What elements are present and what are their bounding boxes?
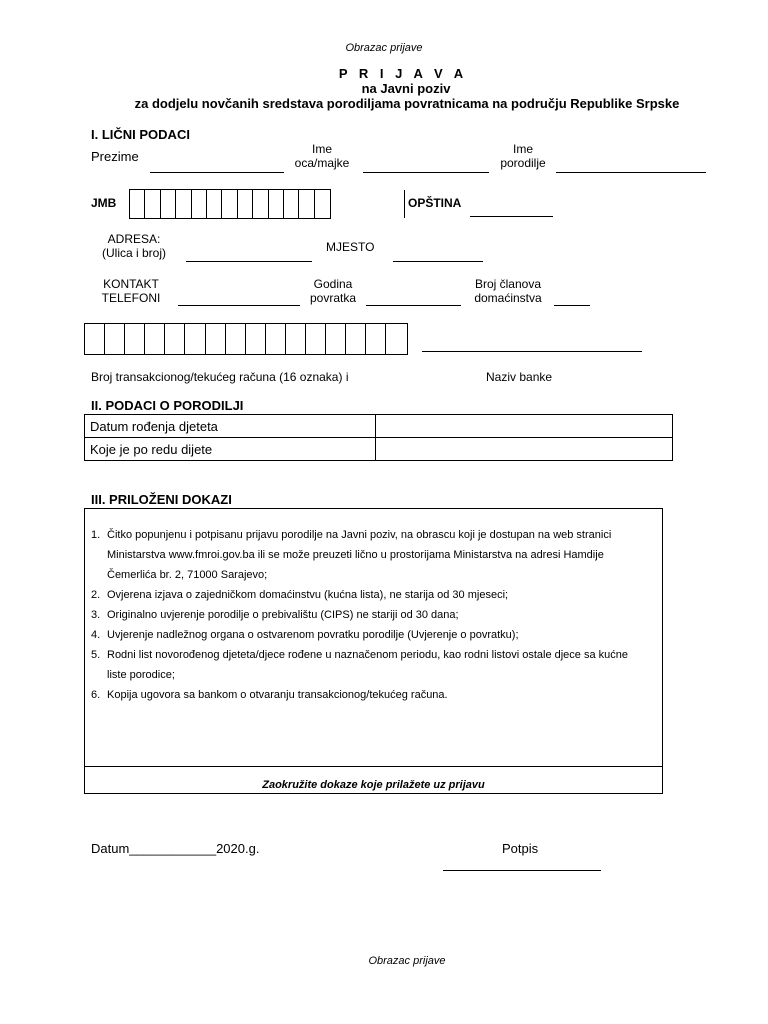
digit-box[interactable] <box>306 324 326 354</box>
datum-text: Datum <box>91 841 130 856</box>
ime-porodilje-label-line1: Ime <box>512 142 533 156</box>
godina-povratka-label <box>306 277 360 305</box>
list-item-number: 6. <box>91 689 101 701</box>
dokazi-list <box>85 509 662 705</box>
digit-box[interactable] <box>145 190 160 218</box>
broj-clanova-label-line2: domaćinstva <box>474 291 542 305</box>
datum-label <box>91 841 259 856</box>
digit-box[interactable] <box>85 324 105 354</box>
account-label: Broj transakcionog/tekućeg računa (16 oznaka) i <box>91 370 349 384</box>
digit-box[interactable] <box>125 324 145 354</box>
digit-box[interactable] <box>226 324 246 354</box>
ime-oca-label-line2: oca/majke <box>294 156 350 170</box>
section-personal-heading: I. LIČNI PODACI <box>91 127 190 142</box>
list-item-number: 5. <box>91 649 101 661</box>
mjesto-label: MJESTO <box>326 240 375 254</box>
ime-oca-label <box>292 142 352 170</box>
list-item <box>85 605 648 625</box>
adresa-label-line2: (Ulica i broj) <box>101 246 166 260</box>
digit-box[interactable] <box>284 190 299 218</box>
dokazi-footer: Zaokružite dokaze koje prilažete uz prijavu <box>85 766 662 793</box>
list-item <box>85 585 648 605</box>
form-title: P R I J A V A <box>338 66 468 81</box>
digit-box[interactable] <box>192 190 207 218</box>
digit-box[interactable] <box>366 324 386 354</box>
digit-box[interactable] <box>105 324 125 354</box>
table-row <box>85 415 673 438</box>
list-item-text: Kopija ugovora sa bankom o otvaranju transakcionog/tekućeg računa. <box>107 689 448 701</box>
table-row <box>85 438 673 461</box>
kontakt-label-line1: KONTAKT <box>103 277 159 291</box>
form-footer: Obrazac prijave <box>368 955 446 967</box>
list-item <box>85 685 648 705</box>
digit-box[interactable] <box>165 324 185 354</box>
list-item-text: Uvjerenje nadležnog organa o ostvarenom povratku porodilje (Uvjerenje o povratku); <box>107 629 519 641</box>
digit-box[interactable] <box>207 190 222 218</box>
datum-rodjenja-value[interactable] <box>376 415 673 438</box>
kontakt-label <box>96 277 166 305</box>
prezime-label: Prezime <box>91 149 139 164</box>
red-djeteta-label: Koje je po redu dijete <box>85 438 376 461</box>
potpis-label: Potpis <box>502 841 539 856</box>
godina-label-line1: Godina <box>313 277 353 291</box>
digit-box[interactable] <box>238 190 253 218</box>
adresa-label-line1: ADRESA: <box>107 232 161 246</box>
bank-name-label: Naziv banke <box>486 370 553 384</box>
opstina-label: OPŠTINA <box>408 196 462 210</box>
dokazi-box <box>84 508 663 794</box>
list-item-text: Rodni list novorođenog djeteta/djece rođene u naznačenom periodu, kao rodni listovi ostale djece sa kućne liste porodice; <box>107 649 629 681</box>
broj-clanova-label <box>470 277 546 305</box>
digit-box[interactable] <box>299 190 314 218</box>
ime-oca-label-line1: Ime <box>311 142 332 156</box>
list-item-text: Originalno uvjerenje porodilje o prebivalištu (CIPS) ne stariji od 30 dana; <box>107 609 459 621</box>
jmb-label: JMB <box>91 196 117 210</box>
porodilja-table <box>84 414 673 461</box>
ime-porodilje-label <box>495 142 551 170</box>
adresa-label <box>96 232 172 260</box>
digit-box[interactable] <box>222 190 237 218</box>
opstina-field[interactable] <box>470 216 553 217</box>
datum-field[interactable]: ____________ <box>129 841 217 856</box>
list-item <box>85 525 648 585</box>
digit-box[interactable] <box>130 190 145 218</box>
list-item-number: 3. <box>91 609 101 621</box>
prezime-field[interactable] <box>150 172 284 173</box>
digit-box[interactable] <box>315 190 330 218</box>
digit-box[interactable] <box>326 324 346 354</box>
bank-name-field[interactable] <box>422 351 642 352</box>
list-item-text: Čitko popunjenu i potpisanu prijavu porodilje na Javni poziv, na obrascu koji je dostupan na web stranici Ministarstva www.fmroi.gov.ba ili se može preuzeti lično u prostorijama Ministarstva na adresi Hamdije Čemerlića br. 2, 71000 Sarajevo; <box>107 529 612 581</box>
digit-box[interactable] <box>206 324 226 354</box>
godina-povratka-field[interactable] <box>366 305 461 306</box>
digit-box[interactable] <box>145 324 165 354</box>
datum-year: 2020.g. <box>216 841 260 856</box>
ime-porodilje-label-line2: porodilje <box>500 156 546 170</box>
broj-clanova-field[interactable] <box>554 305 590 306</box>
digit-box[interactable] <box>386 324 406 354</box>
jmb-input-boxes[interactable] <box>129 189 331 219</box>
form-header: Obrazac prijave <box>345 42 423 54</box>
digit-box[interactable] <box>161 190 176 218</box>
form-purpose: za dodjelu novčanih sredstava porodiljama povratnicama na području Republike Srpske <box>134 96 680 111</box>
digit-box[interactable] <box>266 324 286 354</box>
kontakt-field[interactable] <box>178 305 300 306</box>
opstina-divider <box>404 190 405 218</box>
kontakt-label-line2: TELEFONI <box>101 291 161 305</box>
section-dokazi-heading: III. PRILOŽENI DOKAZI <box>91 492 232 507</box>
list-item-number: 2. <box>91 589 101 601</box>
digit-box[interactable] <box>253 190 268 218</box>
datum-rodjenja-label: Datum rođenja djeteta <box>85 415 376 438</box>
list-item-number: 4. <box>91 629 101 641</box>
list-item-number: 1. <box>91 529 101 541</box>
mjesto-field[interactable] <box>393 261 483 262</box>
digit-box[interactable] <box>176 190 191 218</box>
form-subtitle: na Javni poziv <box>361 81 451 96</box>
list-item-text: Ovjerena izjava o zajedničkom domaćinstvu (kućna lista), ne starija od 30 mjeseci; <box>107 589 509 601</box>
digit-box[interactable] <box>246 324 266 354</box>
account-number-boxes[interactable] <box>84 323 408 355</box>
red-djeteta-value[interactable] <box>376 438 673 461</box>
digit-box[interactable] <box>286 324 306 354</box>
godina-label-line2: povratka <box>309 291 357 305</box>
potpis-field[interactable] <box>443 870 601 871</box>
digit-box[interactable] <box>185 324 205 354</box>
broj-clanova-label-line1: Broj članova <box>474 277 542 291</box>
ime-oca-field[interactable] <box>363 172 489 173</box>
digit-box[interactable] <box>346 324 366 354</box>
digit-box[interactable] <box>269 190 284 218</box>
ime-porodilje-field[interactable] <box>556 172 706 173</box>
list-item <box>85 645 648 685</box>
section-porodilja-heading: II. PODACI O PORODILJI <box>91 398 244 413</box>
list-item <box>85 625 648 645</box>
adresa-field[interactable] <box>186 261 312 262</box>
